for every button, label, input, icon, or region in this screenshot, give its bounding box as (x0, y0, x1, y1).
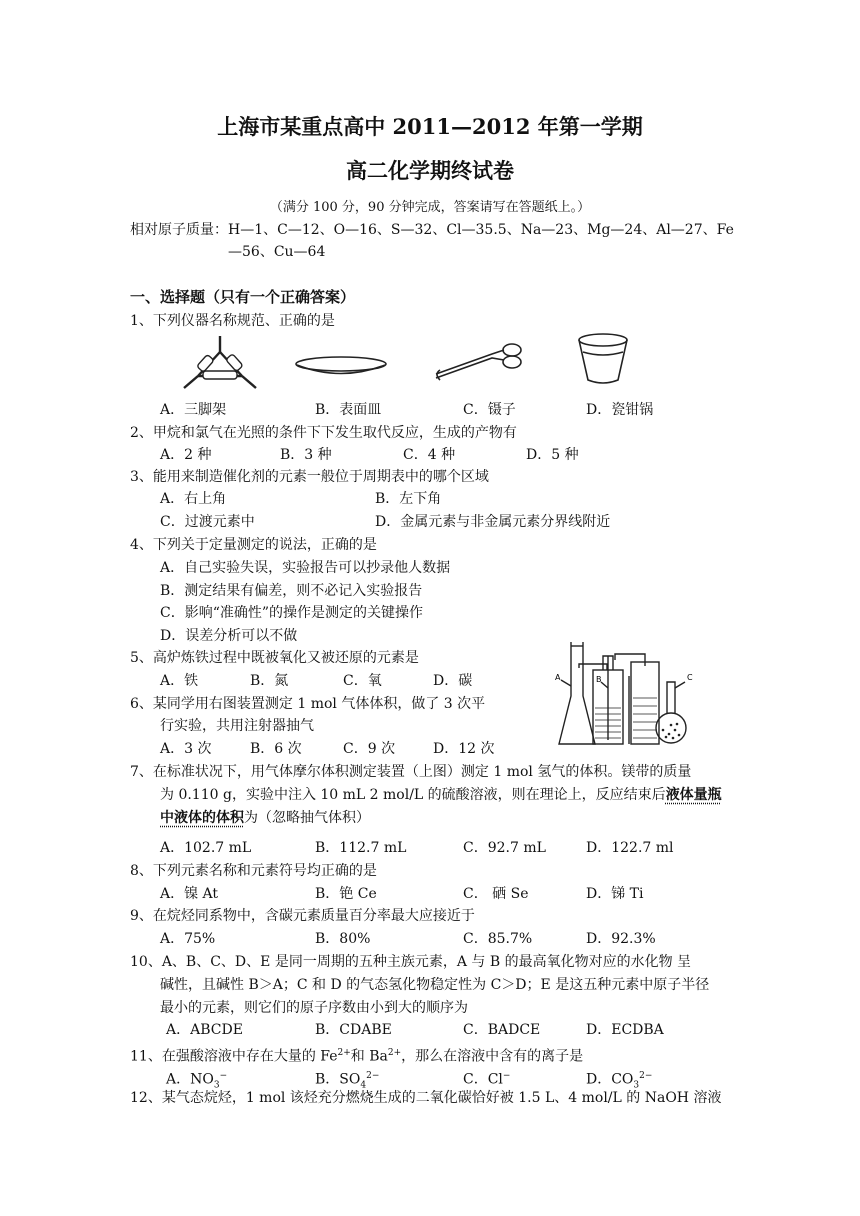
q11-option-d-text: D．CO (586, 1071, 634, 1088)
q11-option-d-sub: 3 (633, 1080, 640, 1091)
q5-option-d: D．碳 (433, 673, 473, 689)
exam-note: （满分 100 分，90 分钟完成，答案请写在答题纸上。） (269, 200, 591, 215)
q7-stem-line3 (160, 808, 370, 828)
crucible-tongs-image (432, 340, 528, 382)
q11-stem-part3: ，那么在溶液中含有的离子是 (401, 1048, 584, 1065)
q7-emphasis-2: 中液体的体积 (160, 810, 244, 826)
q11-option-a-sub: 3 (213, 1080, 220, 1091)
q8-option-c: C． 硒 Se (463, 886, 529, 902)
gas-volume-apparatus-image (553, 636, 713, 750)
q4-option-b: B．测定结果有偏差，则不必记入实验报告 (160, 583, 423, 599)
q7-option-d: D．122.7 ml (586, 840, 674, 856)
q4-option-d: D．误差分析可以不做 (160, 628, 298, 644)
exam-title: 上海市某重点高中 2011—2012 年第一学期 (217, 114, 643, 139)
q10-stem-line2: 碱性，且碱性 B＞A；C 和 D 的气态氢化物稳定性为 C＞D；E 是这五种元素中原子半径 (160, 977, 710, 993)
atomic-mass-line1: 相对原子质量：H—1、C—12、O—16、S—32、Cl—35.5、Na—23、Mg—24、Al—27、Fe (130, 222, 734, 238)
q3-option-b: B．左下角 (375, 491, 442, 507)
q7-emphasis-1: 液体量瓶 (665, 787, 722, 803)
q11-option-d-sup: 2− (639, 1071, 653, 1081)
q11-option-b-text: B．SO (315, 1071, 361, 1088)
apparatus-label-c: C (687, 673, 693, 682)
apparatus-label-b: B (596, 675, 602, 684)
q9-option-c: C．85.7% (463, 931, 533, 947)
q11-stem-part1: 11、在强酸溶液中存在大量的 Fe (130, 1048, 338, 1065)
q8-option-d: D．锑 Ti (586, 886, 644, 902)
q3-stem: 3、能用来制造催化剂的元素一般位于周期表中的哪个区域 (130, 469, 489, 485)
q7-option-a: A．102.7 mL (160, 840, 252, 856)
q11-option-a-text: A．NO (166, 1071, 214, 1088)
q2-stem: 2、甲烷和氯气在光照的条件下下发生取代反应，生成的产物有 (130, 425, 517, 441)
q3-option-c: C．过渡元素中 (160, 514, 255, 530)
q7-stem-line2 (160, 785, 722, 805)
q4-stem: 4、下列关于定量测定的说法，正确的是 (130, 537, 377, 553)
q1-option-a: A．三脚架 (160, 402, 227, 418)
q10-stem-line1: 10、A、B、C、D、E 是同一周期的五种主族元素，A 与 B 的最高氧化物对应的水化物 呈 (130, 954, 692, 970)
q10-option-b: B．CDABE (315, 1022, 392, 1038)
q11-option-b-sup: 2− (366, 1071, 380, 1081)
q6-option-c: C．9 次 (343, 741, 396, 757)
q9-option-a: A．75% (160, 931, 216, 947)
q8-stem: 8、下列元素名称和元素符号均正确的是 (130, 863, 377, 879)
q11-fe-charge: 2+ (337, 1048, 351, 1058)
q6-option-b: B．6 次 (250, 741, 302, 757)
q6-stem-line1: 6、某同学用右图装置测定 1 mol 气体体积，做了 3 次平 (130, 696, 486, 712)
q6-option-d: D．12 次 (433, 741, 495, 757)
q8-option-a: A．镍 At (160, 886, 219, 902)
q9-option-b: B．80% (315, 931, 371, 947)
q3-option-a: A．右上角 (160, 491, 227, 507)
q5-stem: 5、高炉炼铁过程中既被氧化又被还原的元素是 (130, 650, 419, 666)
q11-option-c-text: C．Cl (463, 1071, 503, 1088)
q11-stem-part2: 和 Ba (350, 1048, 388, 1065)
section-heading: 一、选择题（只有一个正确答案） (130, 288, 356, 306)
q7-stem-line2-text: 为 0.110 g，实验中注入 10 mL 2 mol/L 的硫酸溶液，则在理论上，反应结束后 (160, 787, 666, 803)
q1-stem: 1、下列仪器名称规范、正确的是 (130, 313, 335, 329)
q11-option-c-sup: − (502, 1071, 511, 1081)
q6-stem-line2: 行实验，共用注射器抽气 (160, 718, 314, 734)
q10-option-d: D．ECDBA (586, 1022, 664, 1038)
q1-option-d: D．瓷钳锅 (586, 402, 654, 418)
q7-option-b: B．112.7 mL (315, 840, 407, 856)
q7-stem-line3-text: 为（忽略抽气体积） (244, 810, 370, 826)
q6-option-a: A．3 次 (160, 741, 212, 757)
q4-option-a: A．自己实验失误，实验报告可以抄录他人数据 (160, 560, 451, 576)
q7-stem-line1: 7、在标准状况下，用气体摩尔体积测定装置（上图）测定 1 mol 氢气的体积。镁带的质量 (130, 764, 692, 780)
q10-option-c: C．BADCE (463, 1022, 541, 1038)
atomic-mass-line2: —56、Cu—64 (228, 244, 326, 260)
q7-option-c: C．92.7 mL (463, 840, 546, 856)
q11-option-a-sup: − (219, 1071, 228, 1081)
q5-option-b: B．氮 (250, 673, 289, 689)
q5-option-a: A．铁 (160, 673, 199, 689)
q1-option-b: B．表面皿 (315, 402, 382, 418)
q3-option-d: D．金属元素与非金属元素分界线附近 (375, 514, 611, 530)
q8-option-b: B．铯 Ce (315, 886, 377, 902)
q11-stem (130, 1043, 583, 1067)
q2-option-c: C．4 种 (403, 447, 456, 463)
q2-option-d: D．5 种 (526, 447, 579, 463)
tripod-ring-image (170, 330, 270, 396)
crucible-image (575, 330, 631, 386)
q2-option-a: A．2 种 (160, 447, 212, 463)
q9-stem: 9、在烷烃同系物中，含碳元素质量百分率最大应接近于 (130, 908, 475, 924)
q11-option-c (463, 1066, 510, 1090)
apparatus-label-a: A (555, 673, 561, 682)
q10-option-a: A．ABCDE (166, 1022, 243, 1038)
watch-glass-image (293, 352, 389, 382)
q2-option-b: B．3 种 (280, 447, 332, 463)
q5-option-c: C．氧 (343, 673, 382, 689)
q10-stem-line3: 最小的元素，则它们的原子序数由小到大的顺序为 (160, 1000, 468, 1016)
exam-subtitle: 高二化学期终试卷 (346, 158, 514, 183)
q1-option-c: C．镊子 (463, 402, 516, 418)
q11-option-b-sub: 4 (360, 1080, 367, 1091)
q4-option-c: C．影响“准确性”的操作是测定的关键操作 (160, 605, 424, 621)
q9-option-d: D．92.3% (586, 931, 656, 947)
q11-ba-charge: 2+ (387, 1048, 402, 1058)
q12-stem: 12、某气态烷烃，1 mol 该烃充分燃烧生成的二氧化碳恰好被 1.5 L、4 mol/L 的 NaOH 溶液 (130, 1090, 722, 1106)
